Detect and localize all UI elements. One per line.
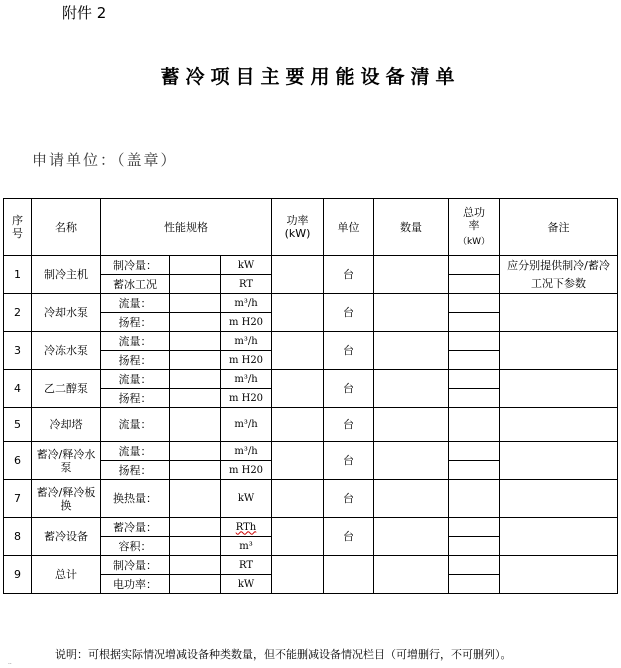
quantity-value [374,370,449,408]
spec-value [170,294,221,313]
total-power-value [449,389,500,408]
row-number: 1 [4,256,32,294]
equipment-name: 冷却水泵 [32,294,101,332]
header-spec: 性能规格 [101,199,272,256]
total-power-value [449,537,500,556]
table-row [4,370,618,389]
spec-value [170,351,221,370]
total-power-value [449,442,500,461]
remark-value [500,332,618,370]
power-value [272,370,324,408]
spec-value [170,389,221,408]
remark-value [500,370,618,408]
unit-value: 台 [324,480,374,518]
row-number: 6 [4,442,32,480]
spec-label: 扬程： [101,461,170,480]
spec-value [170,575,221,594]
total-power-value [449,256,500,275]
unit-value: 台 [324,442,374,480]
table-row [4,442,618,461]
header-remark: 备注 [500,199,618,256]
header-total-power-unit: （kW） [457,236,491,247]
unit-value: 台 [324,332,374,370]
total-power-value [449,294,500,313]
row-number: 5 [4,408,32,442]
header-total-power [449,199,500,256]
power-value [272,256,324,294]
quantity-value [374,294,449,332]
page-marker: ·· [8,661,12,668]
total-power-value [449,461,500,480]
spec-value [170,408,221,442]
total-power-value [449,408,500,442]
row-number: 3 [4,332,32,370]
spec-label: 流量： [101,442,170,461]
equipment-name: 蓄冷/释冷板换 [32,480,101,518]
spec-unit: m H20 [221,461,272,480]
quantity-value [374,442,449,480]
remark-value [500,442,618,480]
power-value [272,408,324,442]
header-name: 名称 [32,199,101,256]
spec-unit: m³/h [221,442,272,461]
total-power-value [449,313,500,332]
header-power-text: 功率 (kW) [284,214,311,240]
spec-unit: m³/h [221,370,272,389]
table-row [4,332,618,351]
total-power-value [449,275,500,294]
spec-label: 制冷量： [101,256,170,275]
spec-unit: kW [221,480,272,518]
power-value [272,332,324,370]
remark-value [500,556,618,594]
row-number: 7 [4,480,32,518]
equipment-name: 乙二醇泵 [32,370,101,408]
quantity-value [374,256,449,294]
total-power-value [449,556,500,575]
spec-unit: m H20 [221,389,272,408]
equipment-name: 总计 [32,556,101,594]
header-power [272,199,324,256]
table-row [4,408,618,442]
spec-value [170,556,221,575]
spec-unit: kW [221,575,272,594]
equipment-name: 蓄冷/释冷水泵 [32,442,101,480]
spec-unit: m H20 [221,351,272,370]
row-number: 8 [4,518,32,556]
spec-unit: m³ [221,537,272,556]
spec-value [170,370,221,389]
table-row [4,294,618,313]
quantity-value [374,556,449,594]
equipment-name: 冷却塔 [32,408,101,442]
spec-label: 流量： [101,294,170,313]
spec-value [170,442,221,461]
spec-unit: m³/h [221,294,272,313]
unit-value: 台 [324,256,374,294]
quantity-value [374,480,449,518]
quantity-value [374,332,449,370]
spec-unit: m H20 [221,313,272,332]
table-row [4,518,618,537]
footnote: 说明：可根据实际情况增减设备种类数量，但不能删减设备情况栏目（可增删行，不可删列）。 [55,648,512,661]
power-value [272,442,324,480]
table-row [4,556,618,575]
spec-label: 容积： [101,537,170,556]
spec-label: 流量： [101,370,170,389]
power-value [272,480,324,518]
spec-unit: m³/h [221,332,272,351]
spec-value [170,518,221,537]
power-value [272,556,324,594]
total-power-value [449,518,500,537]
power-value [272,518,324,556]
spec-value [170,256,221,275]
spec-value [170,480,221,518]
remark-value [500,294,618,332]
row-number: 9 [4,556,32,594]
quantity-value [374,518,449,556]
spec-label: 扬程： [101,313,170,332]
header-no [4,199,32,256]
attachment-label: 附件 2 [62,4,107,22]
remark-value [500,518,618,556]
equipment-table [3,198,618,594]
spec-value [170,461,221,480]
power-value [272,294,324,332]
remark-value [500,408,618,442]
remark-value: 应分别提供制冷/蓄冷工况下参数 [500,256,618,294]
equipment-name: 制冷主机 [32,256,101,294]
remark-value [500,480,618,518]
header-unit: 单位 [324,199,374,256]
spec-value [170,332,221,351]
spec-unit: m³/h [221,408,272,442]
header-no-text: 序 号 [12,214,23,240]
table-row [4,256,618,275]
spec-unit: kW [221,256,272,275]
header-total-power-text: 总功 率 [463,205,485,232]
total-power-value [449,370,500,389]
spec-label: 制冷量： [101,556,170,575]
spec-label: 流量： [101,332,170,351]
spec-label: 电功率： [101,575,170,594]
spec-label: 扬程： [101,351,170,370]
spec-label: 扬程： [101,389,170,408]
spec-unit: RT [221,275,272,294]
unit-value: 台 [324,408,374,442]
spec-label: 蓄冰工况 [101,275,170,294]
applicant-seal-line: 申请单位：（盖章） [32,151,178,169]
spec-label: 换热量： [101,480,170,518]
unit-value: 台 [324,294,374,332]
unit-value [324,556,374,594]
header-qty: 数量 [374,199,449,256]
row-number: 4 [4,370,32,408]
row-number: 2 [4,294,32,332]
spec-unit: RT [221,556,272,575]
total-power-value [449,480,500,518]
unit-value: 台 [324,370,374,408]
equipment-name: 蓄冷设备 [32,518,101,556]
spec-unit: RTh [221,518,272,537]
spec-label: 蓄冷量： [101,518,170,537]
spec-value [170,313,221,332]
spec-value [170,275,221,294]
quantity-value [374,408,449,442]
equipment-name: 冷冻水泵 [32,332,101,370]
spec-value [170,537,221,556]
table-row [4,480,618,518]
total-power-value [449,332,500,351]
total-power-value [449,351,500,370]
spec-label: 流量： [101,408,170,442]
total-power-value [449,575,500,594]
unit-value: 台 [324,518,374,556]
page-title: 蓄冷项目主要用能设备清单 [160,66,461,88]
